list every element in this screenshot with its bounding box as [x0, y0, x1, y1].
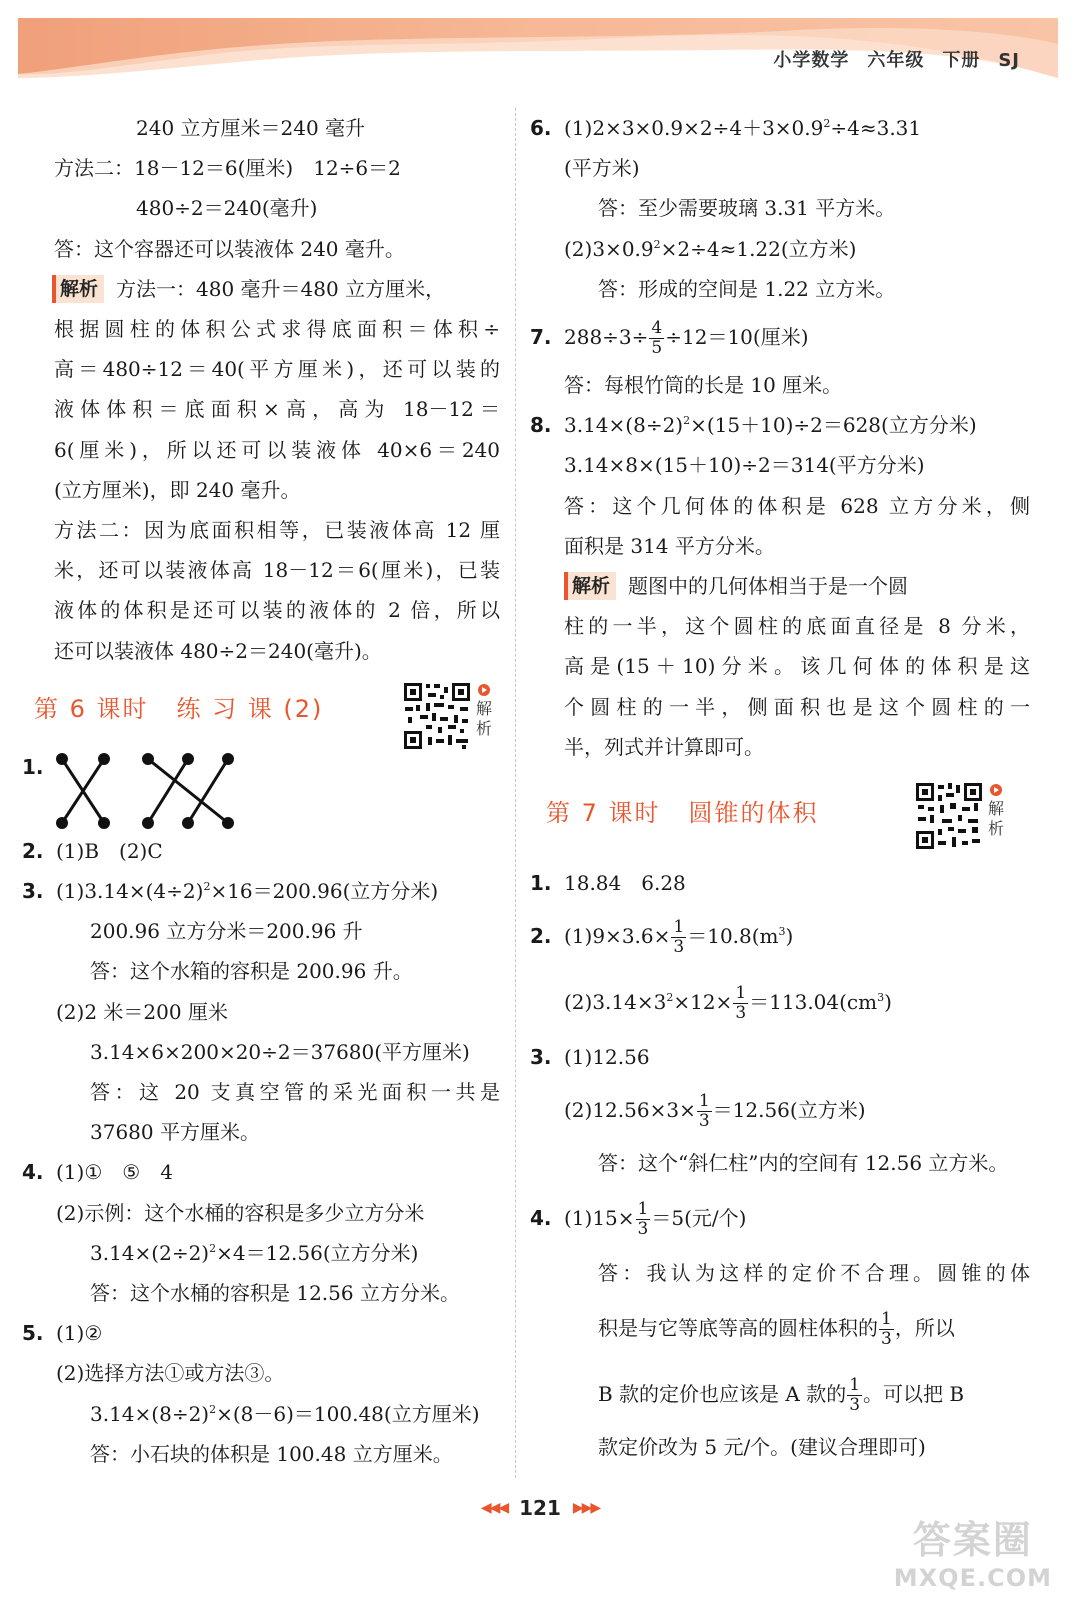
answer-text: 3.14×(2÷2) [90, 1240, 210, 1265]
answer-line [530, 1295, 1030, 1361]
left-column [22, 108, 500, 1474]
question-number: 2. [530, 924, 552, 949]
right-arrows-icon: ▶▶▶ [572, 1500, 600, 1516]
qr-code[interactable] [914, 781, 1006, 851]
page-number: 121 [519, 1496, 561, 1520]
denominator: 3 [673, 937, 685, 958]
question-number: 4. [530, 1206, 552, 1231]
question-7 [530, 309, 1030, 365]
answer-line: 面积是 314 平方分米。 [564, 533, 775, 558]
answer-text: ＝12.56(立方米) [712, 1098, 866, 1123]
section-title [34, 689, 323, 729]
book-header [773, 46, 1020, 72]
answer-text: 3.14×(8÷2) [564, 413, 684, 438]
answer-line: 答：这个几何体的体积是 628 立方分米，侧 [564, 493, 1030, 518]
question-5 [22, 1313, 500, 1353]
numerator: 1 [881, 1309, 892, 1330]
answer-text: ×(8－6)＝100.48(立方厘米) [216, 1401, 480, 1426]
analysis-line: 还可以装液体 480÷2＝240(毫升)。 [54, 638, 382, 663]
numerator: 1 [673, 917, 685, 938]
question-number: 6. [530, 116, 552, 140]
s7-question-2 [530, 903, 1030, 969]
analysis-line: 方法一：480 毫升＝480 立方厘米， [116, 276, 446, 301]
section-title [546, 793, 819, 833]
answer-text: ) [884, 990, 892, 1015]
answer-line: (2)示例：这个水桶的容积是多少立方分米 [56, 1200, 425, 1225]
answer-line: (平方米) [564, 156, 640, 181]
superscript: 2 [823, 117, 831, 130]
analysis-line: 高是(15＋10)分米。该几何体的体积是这 [564, 654, 1030, 679]
answer-line: 240 立方厘米＝240 毫升 [136, 116, 366, 140]
answer-text: (1)2×3×0.9×2÷4＋3×0.9 [564, 116, 824, 140]
section-name: 圆锥的体积 [688, 798, 819, 827]
answer-text: (2)3.14×3 [564, 990, 667, 1015]
numerator: 1 [735, 983, 747, 1004]
answer-line: 答：这个容器还可以装液体 240 毫升。 [54, 236, 405, 261]
denominator: 3 [849, 1395, 861, 1416]
right-column [530, 108, 1030, 1467]
question-8 [530, 405, 1030, 445]
answer-text: ×12× [673, 990, 733, 1015]
superscript: 2 [666, 991, 674, 1005]
question-number: 1. [22, 754, 44, 779]
analysis-block [530, 566, 1030, 606]
header-edition: SJ [998, 50, 1020, 71]
answer-text: (1)15× [564, 1206, 635, 1231]
analysis-line: 根据圆柱的体积公式求得底面积＝体积÷ [54, 317, 500, 342]
answer-line: 答：这个水桶的容积是 12.56 立方分米。 [90, 1281, 460, 1306]
section-heading-6 [22, 671, 500, 747]
analysis-line: 题图中的几何体相当于是一个圆 [628, 574, 909, 599]
question-number: 1. [530, 871, 552, 896]
answer-line: 答：每根竹筒的长是 10 厘米。 [564, 373, 843, 398]
analysis-tag: 解析 [52, 275, 104, 303]
answer-line: 3.14×8×(15＋10)÷2＝314(平方分米) [564, 453, 925, 478]
answer-line: 答：这 20 支真空管的采光面积一共是 [90, 1080, 500, 1105]
analysis-line: 柱的一半，这个圆柱的底面直径是 8 分米， [564, 614, 1030, 639]
answer-line [22, 1394, 500, 1434]
denominator: 5 [651, 338, 663, 359]
question-number: 7. [530, 325, 552, 350]
answer-line: (2)选择方法①或方法③。 [56, 1361, 285, 1386]
answer-text: 。可以把 B [863, 1382, 965, 1407]
answer-text: ÷4≈3.31 [830, 116, 922, 140]
answer-text: 18.84 6.28 [564, 871, 686, 896]
answer-text: ×2÷4≈1.22(立方米) [660, 236, 857, 261]
answer-text: (1)12.56 [564, 1045, 650, 1070]
answer-text: 3.14×(8÷2) [90, 1401, 210, 1426]
section-name: 练 习 课 (2) [176, 694, 324, 723]
numerator: 1 [637, 1199, 649, 1220]
answer-line: 答：这个“斜仁柱”内的空间有 12.56 立方米。 [598, 1151, 1009, 1176]
denominator: 3 [637, 1219, 649, 1240]
answer-line [530, 1079, 1030, 1141]
analysis-tag: 解析 [564, 572, 616, 600]
answer-line [530, 969, 1030, 1035]
analysis-line: 米，还可以装液体高 18－12＝6(厘米)，已装 [54, 558, 500, 583]
superscript: 2 [203, 880, 211, 894]
s7-question-4 [530, 1185, 1030, 1251]
watermark [894, 1509, 1052, 1592]
answer-text: (1)② [56, 1321, 103, 1346]
analysis-block [22, 269, 500, 309]
superscript: 3 [877, 991, 885, 1005]
answer-line: 方法二：18－12＝6(厘米) 12÷6＝2 [54, 156, 401, 181]
answer-line: 答：形成的空间是 1.22 立方米。 [598, 276, 896, 301]
question-6 [530, 108, 1030, 148]
question-number: 4. [22, 1160, 44, 1185]
analysis-line: 液体体积＝底面积×高，高为 18－12＝ [54, 397, 500, 422]
question-number: 3. [22, 879, 44, 904]
question-number: 3. [530, 1045, 552, 1070]
left-arrows-icon: ◀◀◀ [480, 1500, 508, 1516]
answer-text: ，所以 [894, 1316, 955, 1341]
header-grade: 六年级 [867, 50, 925, 71]
answer-text: ) [785, 924, 794, 949]
s7-question-1 [530, 863, 1030, 903]
answer-line: 480÷2＝240(毫升) [136, 196, 318, 221]
answer-text: 288÷3÷ [564, 325, 649, 350]
answer-line [530, 229, 1030, 269]
qr-label: 解析 [476, 698, 493, 738]
answer-text: (2)3×0.9 [564, 236, 654, 261]
numerator: 1 [698, 1091, 710, 1112]
answer-line: 款定价改为 5 元/个。(建议合理即可) [598, 1435, 926, 1460]
answer-text: (1)3.14×(4÷2) [56, 879, 204, 904]
answer-text: ÷12＝10(厘米) [665, 325, 809, 350]
denominator: 3 [735, 1003, 747, 1024]
superscript: 3 [778, 925, 786, 939]
fraction [733, 984, 748, 1023]
answer-text: ＝5(元/个) [651, 1206, 747, 1231]
watermark-url: MXQE.COM [893, 1564, 1052, 1592]
q1-matching-diagram [22, 747, 500, 831]
watermark-title: 答案圈 [912, 1518, 1033, 1562]
fraction [671, 918, 686, 957]
denominator: 3 [698, 1111, 710, 1132]
answer-line: 答：我认为这样的定价不合理。圆锥的体 [598, 1261, 1030, 1286]
analysis-line: 方法二：因为底面积相等，已装液体高 12 厘 [54, 518, 500, 543]
superscript: 2 [653, 237, 661, 251]
fraction [879, 1310, 894, 1349]
fraction [636, 1200, 651, 1239]
answer-text: (1)B (2)C [56, 838, 163, 863]
matching-lines [52, 751, 272, 831]
analysis-line: 高＝480÷12＝40(平方厘米)，还可以装的 [54, 357, 500, 382]
fraction [649, 319, 664, 358]
analysis-line: 6(厘米)，所以还可以装液体 40×6＝240 [54, 437, 500, 462]
answer-text: ＝113.04(cm [749, 990, 878, 1015]
question-number: 8. [530, 413, 552, 438]
superscript: 2 [209, 1402, 217, 1416]
analysis-line: 个圆柱的一半，侧面积也是这个圆柱的一 [564, 694, 1030, 719]
superscript: 2 [683, 414, 691, 428]
s7-question-3 [530, 1035, 1030, 1079]
question-number: 2. [22, 838, 44, 863]
answer-line: 答：小石块的体积是 100.48 立方厘米。 [90, 1441, 453, 1466]
denominator: 3 [881, 1329, 892, 1350]
column-divider [515, 108, 516, 1478]
header-volume: 下册 [942, 50, 981, 71]
answer-line: 37680 平方厘米。 [90, 1120, 260, 1145]
header-subject: 小学数学 [773, 50, 850, 71]
answer-text: ×(15＋10)÷2＝628(立方分米) [690, 413, 977, 438]
analysis-line: 液体的体积是还可以装的液体的 2 倍，所以 [54, 598, 500, 623]
analysis-line: 半，列式并计算即可。 [564, 734, 764, 759]
qr-code[interactable] [402, 681, 494, 751]
question-2 [22, 831, 500, 871]
question-3 [22, 871, 500, 911]
answer-text: ×4＝12.56(立方分米) [216, 1240, 419, 1265]
answer-text: ×16＝200.96(立方分米) [210, 879, 439, 904]
superscript: 2 [209, 1241, 217, 1255]
answer-text: B 款的定价也应该是 A 款的 [598, 1382, 847, 1407]
answer-line: 3.14×6×200×20÷2＝37680(平方厘米) [90, 1039, 470, 1064]
section-lesson: 第 7 课时 [546, 798, 661, 827]
answer-text: ＝10.8(m [687, 924, 779, 949]
section-heading-7 [530, 767, 1030, 859]
answer-text: 积是与它等底等高的圆柱体积的 [598, 1316, 878, 1341]
answer-line: 200.96 立方分米＝200.96 升 [90, 919, 363, 944]
question-4 [22, 1152, 500, 1192]
answer-line: 答：至少需要玻璃 3.31 平方米。 [598, 196, 896, 221]
qr-label: 解析 [988, 799, 1005, 839]
answer-line: 答：这个水箱的容积是 200.96 升。 [90, 959, 413, 984]
question-number: 5. [22, 1321, 44, 1346]
analysis-line: (立方厘米)，即 240 毫升。 [54, 477, 301, 502]
answer-text: (1)9×3.6× [564, 924, 671, 949]
answer-line [22, 1233, 500, 1273]
answer-text: (2)12.56×3× [564, 1098, 696, 1123]
answer-line [530, 1361, 1030, 1427]
numerator: 1 [849, 1375, 861, 1396]
fraction [697, 1092, 712, 1131]
fraction [847, 1376, 862, 1415]
numerator: 4 [651, 318, 663, 339]
answer-line: (2)2 米＝200 厘米 [56, 999, 228, 1024]
section-lesson: 第 6 课时 [34, 694, 149, 723]
answer-text: (1)① ⑤ 4 [56, 1160, 173, 1185]
